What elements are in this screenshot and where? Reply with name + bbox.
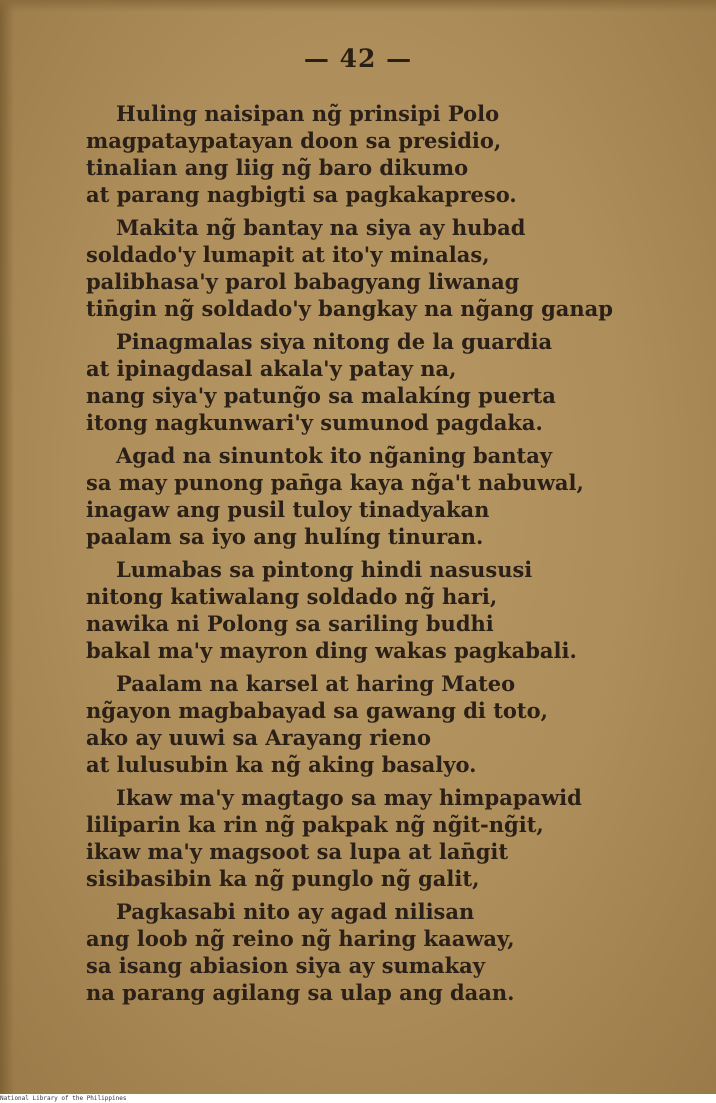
poem-line: Makita ng̃ bantay na siya ay hubad xyxy=(116,215,526,240)
poem-line: nang siya'y patung̃o sa malakíng puerta xyxy=(86,383,556,408)
poem-line: nawika ni Polong sa sariling budhi xyxy=(86,611,494,636)
poem-line: paalam sa iyo ang hulíng tinuran. xyxy=(86,524,484,549)
poem-line: sa isang abiasion siya ay sumakay xyxy=(86,953,485,978)
poem-line: magpataypatayan doon sa presidio, xyxy=(86,128,502,153)
stanza xyxy=(86,328,696,436)
stanza xyxy=(86,898,696,1006)
poem-line: ikaw ma'y magsoot sa lupa at lan̄git xyxy=(86,839,509,864)
stanza xyxy=(86,670,696,778)
stanza xyxy=(86,100,696,208)
stanza xyxy=(86,784,696,892)
stanza xyxy=(86,442,696,550)
poem-line: Paalam na karsel at haring Mateo xyxy=(116,671,516,696)
poem-line: Huling naisipan ng̃ prinsipi Polo xyxy=(116,101,500,126)
poem-line: bakal ma'y mayron ding wakas pagkabali. xyxy=(86,638,577,663)
poem-line: inagaw ang pusil tuloy tinadyakan xyxy=(86,497,490,522)
poem-line: Ikaw ma'y magtago sa may himpapawid xyxy=(116,785,582,810)
poem-line: liliparin ka rin ng̃ pakpak ng̃ ng̃it-ng̃it, xyxy=(86,812,544,837)
poem-line: ng̃ayon magbabayad sa gawang di toto, xyxy=(86,698,548,723)
stanza xyxy=(86,556,696,664)
poem-line: Pagkasabi nito ay agad nilisan xyxy=(116,899,475,924)
poem-line: ako ay uuwi sa Arayang rieno xyxy=(86,725,431,750)
poem-line: na parang agilang sa ulap ang daan. xyxy=(86,980,515,1005)
poem-line: tin̄gin ng̃ soldado'y bangkay na ng̃ang ganap xyxy=(86,296,613,321)
poem-line: at parang nagbigti sa pagkakapreso. xyxy=(86,182,517,207)
poem-line: tinalian ang liig ng̃ baro dikumo xyxy=(86,155,469,180)
poem-line: at ipinagdasal akala'y patay na, xyxy=(86,356,457,381)
poem-line: Lumabas sa pintong hindi nasususi xyxy=(116,557,533,582)
poem-line: ang loob ng̃ reino ng̃ haring kaaway, xyxy=(86,926,515,951)
poem-line: palibhasa'y parol babagyang liwanag xyxy=(86,269,520,294)
poem-line: at lulusubin ka ng̃ aking basalyo. xyxy=(86,752,477,777)
page-shadow-left xyxy=(0,0,14,1094)
poem-body xyxy=(86,100,696,1012)
poem-line: soldado'y lumapit at ito'y minalas, xyxy=(86,242,490,267)
poem-line: Agad na sinuntok ito ng̃aning bantay xyxy=(116,443,553,468)
library-watermark: National Library of the Philippines xyxy=(0,1095,127,1102)
stanza xyxy=(86,214,696,322)
page-number: — 42 — xyxy=(303,44,413,73)
poem-line: sa may punong pan̄ga kaya ng̃a't nabuwal, xyxy=(86,470,584,495)
poem-line: nitong katiwalang soldado ng̃ hari, xyxy=(86,584,498,609)
poem-line: Pinagmalas siya nitong de la guardia xyxy=(116,329,553,354)
poem-line: sisibasibin ka ng̃ punglo ng̃ galit, xyxy=(86,866,480,891)
page-shadow-top xyxy=(0,0,716,12)
poem-line: itong nagkunwari'y sumunod pagdaka. xyxy=(86,410,543,435)
